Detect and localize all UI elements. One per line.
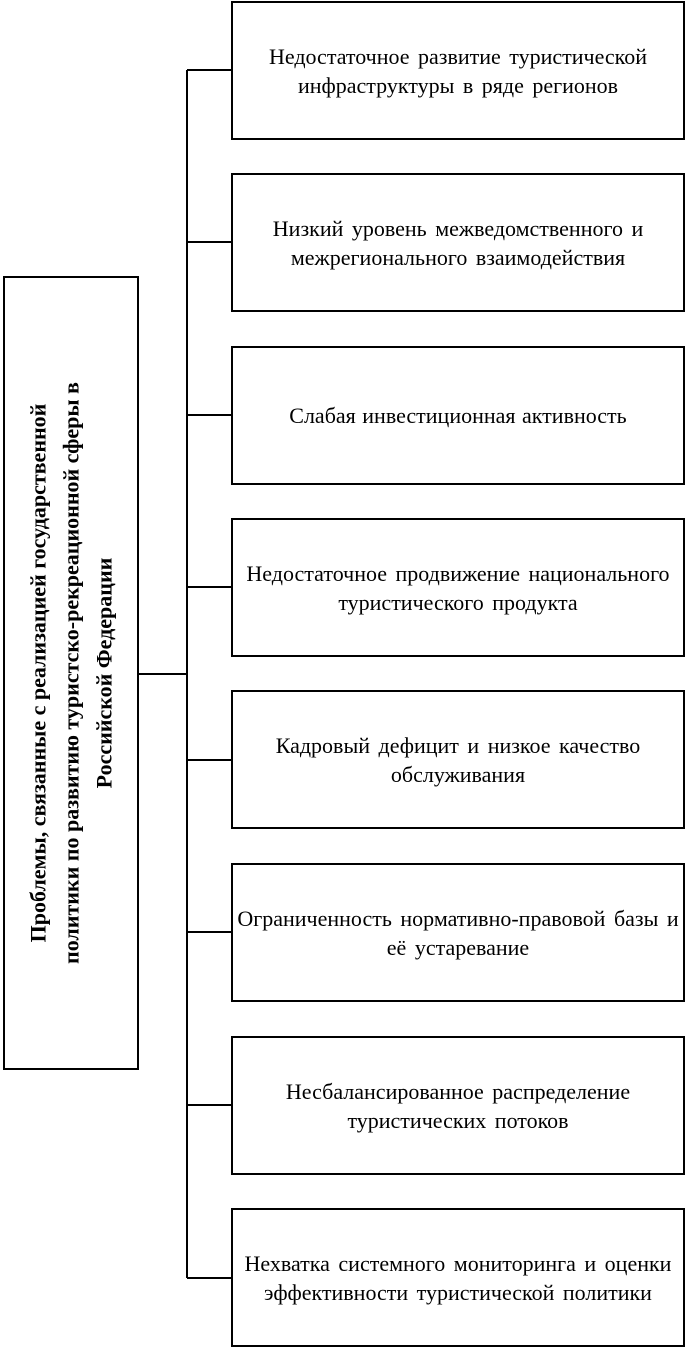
main-title-line: Проблемы, связанные с реализацией государственной [25,403,51,943]
problem-label: Нехватка системного мониторинга и оценки эффективности туристической политики [244,1250,672,1305]
problem-label: Ограниченность нормативно-правовой базы и её устаревание [237,905,679,960]
main-title-line: политики по развитию туристско-рекреационной сферы в [58,382,84,964]
problem-box-monitoring [231,1208,685,1347]
problem-box-staff [231,690,685,829]
problem-box-investment [231,346,685,485]
problem-label: Недостаточное развитие туристической инфраструктуры в ряде регионов [268,43,648,98]
problem-label: Кадровый дефицит и низкое качество обслуживания [275,732,641,787]
problem-box-legal-base [231,863,685,1002]
problem-box-promotion [231,518,685,657]
main-problem-box [3,276,139,1070]
main-problem-title [22,283,121,1063]
problem-label: Несбалансированное распределение туристических потоков [285,1078,631,1133]
main-title-line: Российской Федерации [91,557,117,789]
problem-box-interaction [231,173,685,312]
problem-label: Слабая инвестиционная активность [289,403,627,428]
problem-label: Низкий уровень межведомственного и межрегионального взаимодействия [272,215,644,270]
problem-box-tourist-flows [231,1036,685,1175]
problem-box-infrastructure [231,1,685,140]
problem-label: Недостаточное продвижение национального туристического продукта [246,560,670,615]
